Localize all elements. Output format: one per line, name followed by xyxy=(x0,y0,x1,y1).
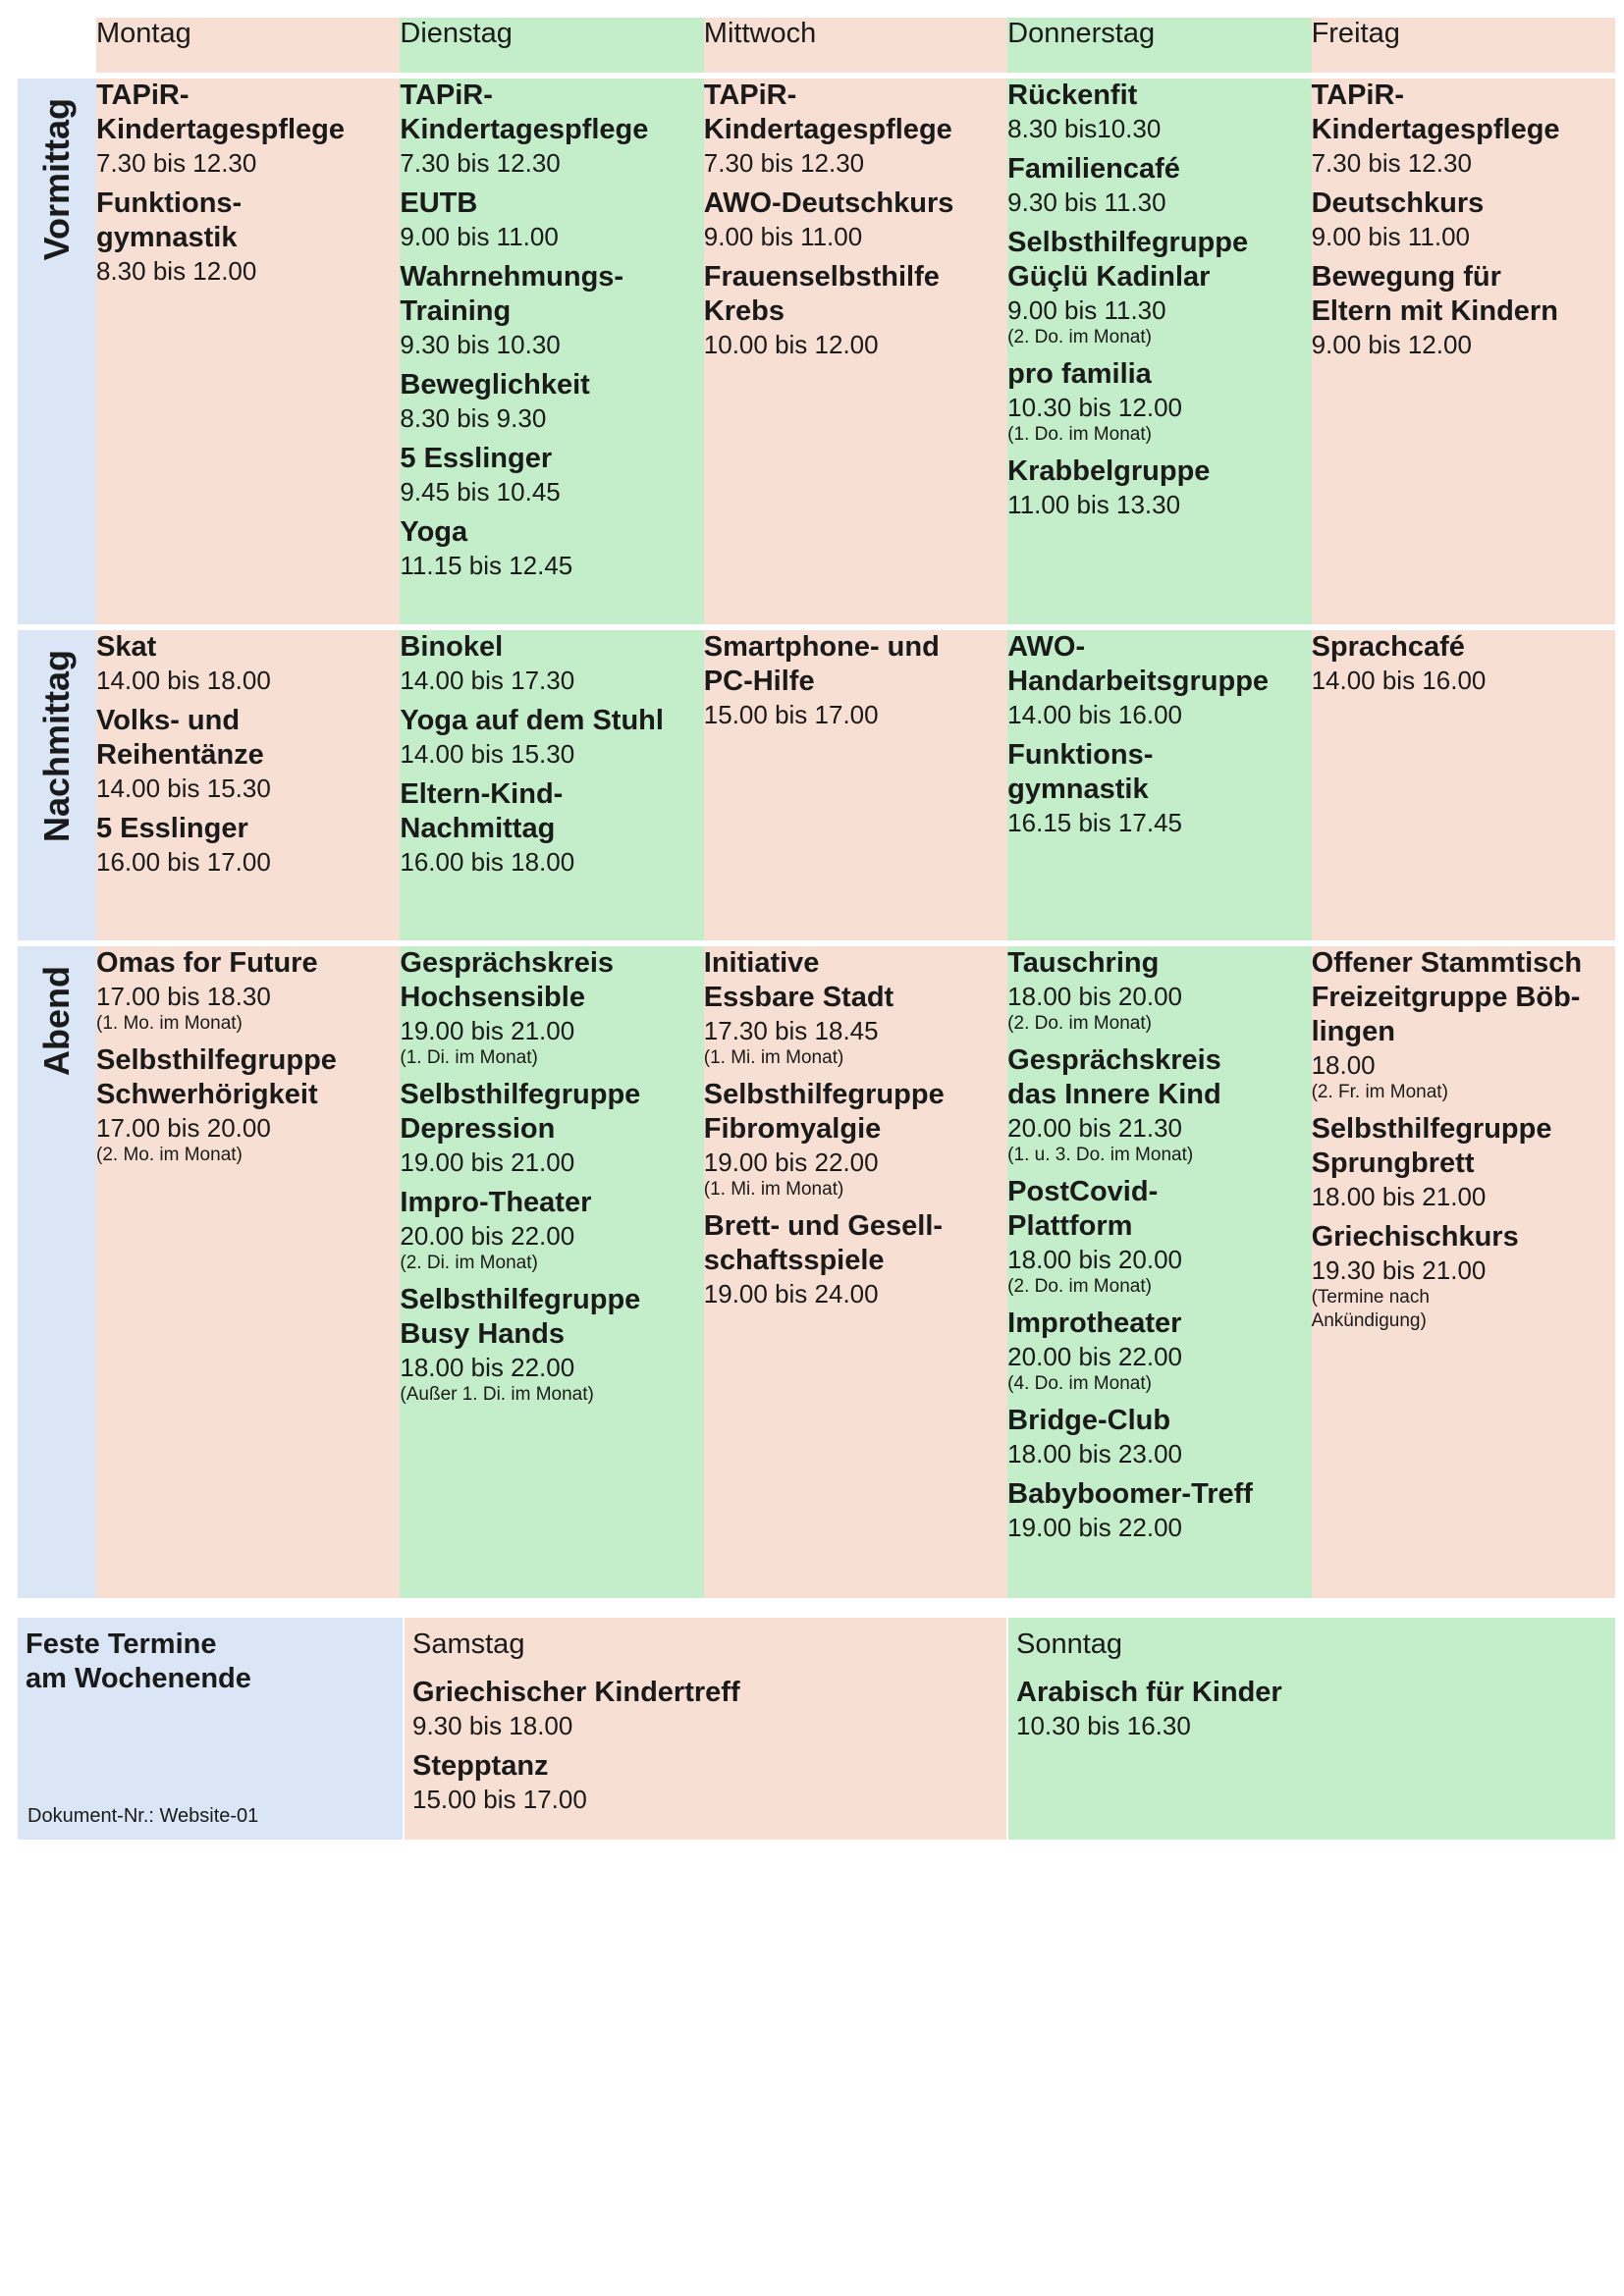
sunday-header: Sonntag xyxy=(1016,1629,1123,1660)
event-title: 5 Esslinger xyxy=(96,813,248,844)
event-title: Binokel xyxy=(400,631,504,663)
event-time: 19.00 bis 21.00 xyxy=(400,1016,575,1045)
event-entry xyxy=(1007,630,1311,730)
weekend-section xyxy=(18,1618,1615,1840)
period-label-vormittag: Vormittag xyxy=(18,79,96,624)
day-header-montag: Montag xyxy=(96,18,400,73)
event-entry xyxy=(1007,152,1311,218)
event-entry xyxy=(400,79,703,179)
event-title: Beweglichkeit xyxy=(400,369,590,400)
event-entry xyxy=(96,1043,400,1167)
event-entry xyxy=(400,187,703,252)
event-time: 18.00 xyxy=(1311,1050,1376,1080)
event-time: 9.00 bis 11.00 xyxy=(400,222,559,251)
event-title: Wahrnehmungs- Training xyxy=(400,261,624,327)
event-entry xyxy=(704,79,1007,179)
event-entry xyxy=(1007,1477,1311,1543)
event-time: 9.00 bis 11.00 xyxy=(703,222,863,251)
cell-nachmittag-donnerstag xyxy=(1007,630,1311,940)
event-time: 14.00 bis 17.30 xyxy=(400,666,575,695)
event-title: Stepptanz xyxy=(412,1750,549,1782)
event-time: 18.00 bis 23.00 xyxy=(1007,1439,1182,1468)
day-header-donnerstag: Donnerstag xyxy=(1007,18,1311,73)
event-title: Gesprächskreis Hochsensible xyxy=(400,947,615,1013)
event-entry xyxy=(96,704,400,804)
event-title: Initiative Essbare Stadt xyxy=(703,947,894,1013)
weekend-saturday xyxy=(403,1618,1006,1840)
event-entry xyxy=(704,1209,1007,1309)
event-time: 19.30 bis 21.00 xyxy=(1311,1255,1487,1285)
event-entry xyxy=(1007,946,1311,1036)
event-title: Funktions- gymnastik xyxy=(96,187,243,253)
event-entry xyxy=(1007,1404,1311,1469)
event-title: AWO-Deutschkurs xyxy=(703,187,954,219)
event-time: 14.00 bis 18.00 xyxy=(96,666,271,695)
event-time: 15.00 bis 17.00 xyxy=(412,1785,587,1814)
event-time: 7.30 bis 12.30 xyxy=(96,148,257,178)
event-entry xyxy=(400,704,703,770)
event-title: 5 Esslinger xyxy=(400,443,553,474)
event-title: TAPiR- Kindertagespflege xyxy=(703,80,952,145)
event-title: Sprachcafé xyxy=(1311,631,1465,663)
header-corner xyxy=(18,18,96,73)
event-title: Bridge-Club xyxy=(1007,1405,1171,1436)
event-title: TAPiR- Kindertagespflege xyxy=(96,80,345,145)
event-time: 18.00 bis 22.00 xyxy=(400,1353,575,1382)
event-entry xyxy=(1312,260,1615,360)
event-time: 18.00 bis 20.00 xyxy=(1007,982,1182,1011)
event-entry xyxy=(96,187,400,287)
event-time: 17.30 bis 18.45 xyxy=(703,1016,879,1045)
event-time: 8.30 bis 12.00 xyxy=(96,256,257,286)
event-time: 18.00 bis 20.00 xyxy=(1007,1245,1182,1274)
event-time: 18.00 bis 21.00 xyxy=(1311,1182,1487,1211)
day-header-dienstag: Dienstag xyxy=(400,18,703,73)
event-entry xyxy=(400,1186,703,1275)
day-header-mittwoch: Mittwoch xyxy=(704,18,1007,73)
event-title: Funktions- gymnastik xyxy=(1007,739,1154,805)
event-title: Griechischkurs xyxy=(1311,1221,1519,1253)
event-entry xyxy=(1312,630,1615,696)
event-title: Improtheater xyxy=(1007,1308,1182,1339)
event-entry xyxy=(1312,1220,1615,1333)
event-title: TAPiR- Kindertagespflege xyxy=(400,80,649,145)
event-title: Selbsthilfegruppe Depression xyxy=(400,1079,641,1145)
event-title: Selbsthilfegruppe Sprungbrett xyxy=(1311,1113,1552,1179)
event-time: 17.00 bis 20.00 xyxy=(96,1113,271,1143)
event-time: 16.15 bis 17.45 xyxy=(1007,808,1182,837)
event-time: 9.00 bis 12.00 xyxy=(1311,330,1472,359)
event-title: Tauschring xyxy=(1007,947,1160,979)
event-time: 11.00 bis 13.30 xyxy=(1007,490,1181,519)
event-note: (Außer 1. Di. im Monat) xyxy=(400,1384,594,1405)
period-label-abend: Abend xyxy=(18,946,96,1598)
cell-nachmittag-dienstag xyxy=(400,630,703,940)
event-title: Brett- und Gesell- schaftsspiele xyxy=(703,1210,944,1276)
cell-vormittag-mittwoch xyxy=(704,79,1007,624)
event-time: 10.00 bis 12.00 xyxy=(703,330,879,359)
weekly-schedule xyxy=(18,18,1615,1843)
cell-abend-montag xyxy=(96,946,400,1598)
event-entry xyxy=(400,515,703,581)
event-time: 19.00 bis 22.00 xyxy=(703,1148,879,1177)
event-entry xyxy=(1007,1175,1311,1299)
event-title: Gesprächskreis das Innere Kind xyxy=(1007,1044,1221,1110)
event-entry xyxy=(400,260,703,360)
event-time: 15.00 bis 17.00 xyxy=(703,700,879,729)
cell-nachmittag-mittwoch xyxy=(704,630,1007,940)
event-note: (1. Do. im Monat) xyxy=(1007,424,1152,445)
event-time: 16.00 bis 17.00 xyxy=(96,847,271,877)
day-header-freitag: Freitag xyxy=(1312,18,1615,73)
event-title: Selbsthilfegruppe Güçlü Kadinlar xyxy=(1007,227,1249,293)
event-note: (Termine nach Ankündigung) xyxy=(1311,1287,1430,1331)
event-title: Griechischer Kindertreff xyxy=(412,1677,740,1708)
event-note: (2. Di. im Monat) xyxy=(400,1253,538,1273)
event-entry xyxy=(704,260,1007,360)
event-entry xyxy=(1007,738,1311,838)
event-entry xyxy=(400,442,703,507)
event-entry xyxy=(1007,454,1311,520)
event-entry xyxy=(1312,79,1615,179)
event-note: (1. u. 3. Do. im Monat) xyxy=(1007,1145,1194,1165)
event-entry xyxy=(1312,946,1615,1104)
event-note: (4. Do. im Monat) xyxy=(1007,1373,1152,1394)
event-note: (2. Do. im Monat) xyxy=(1007,327,1152,347)
event-note: (1. Mi. im Monat) xyxy=(703,1179,844,1200)
event-title: Selbsthilfegruppe Fibromyalgie xyxy=(703,1079,945,1145)
event-time: 7.30 bis 12.30 xyxy=(703,148,865,178)
cell-abend-dienstag xyxy=(400,946,703,1598)
event-time: 14.00 bis 16.00 xyxy=(1311,666,1487,695)
event-entry xyxy=(1007,1043,1311,1167)
cell-vormittag-dienstag xyxy=(400,79,703,624)
event-time: 9.30 bis 11.30 xyxy=(1007,187,1166,217)
weekend-sunday xyxy=(1006,1618,1615,1840)
event-entry xyxy=(96,946,400,1036)
event-title: Eltern-Kind- Nachmittag xyxy=(400,778,564,844)
event-time: 19.00 bis 21.00 xyxy=(400,1148,575,1177)
event-title: Frauenselbsthilfe Krebs xyxy=(703,261,940,327)
event-time: 17.00 bis 18.30 xyxy=(96,982,271,1011)
cell-nachmittag-freitag xyxy=(1312,630,1615,940)
cell-abend-mittwoch xyxy=(704,946,1007,1598)
event-time: 16.00 bis 18.00 xyxy=(400,847,575,877)
event-entry xyxy=(1312,1112,1615,1212)
cell-abend-donnerstag xyxy=(1007,946,1311,1598)
event-title: Selbsthilfegruppe Busy Hands xyxy=(400,1284,641,1350)
schedule-table xyxy=(18,18,1615,1598)
event-time: 14.00 bis 15.30 xyxy=(96,774,271,803)
event-entry xyxy=(1007,79,1311,144)
event-note: (2. Fr. im Monat) xyxy=(1311,1082,1448,1102)
event-entry xyxy=(1016,1676,1607,1741)
event-entry xyxy=(400,368,703,434)
event-entry xyxy=(1007,226,1311,349)
row-abend xyxy=(18,946,1615,1598)
event-entry xyxy=(96,812,400,878)
event-title: pro familia xyxy=(1007,358,1152,390)
event-note: (2. Mo. im Monat) xyxy=(96,1145,243,1165)
event-entry xyxy=(96,79,400,179)
event-entry xyxy=(704,187,1007,252)
event-title: Omas for Future xyxy=(96,947,318,979)
event-entry xyxy=(400,1283,703,1407)
cell-vormittag-donnerstag xyxy=(1007,79,1311,624)
event-title: Offener Stammtisch Freizeitgruppe Böb- lingen xyxy=(1311,947,1583,1047)
event-time: 9.30 bis 18.00 xyxy=(412,1711,573,1740)
event-title: Arabisch für Kinder xyxy=(1016,1677,1282,1708)
event-time: 8.30 bis10.30 xyxy=(1007,114,1162,143)
event-time: 10.30 bis 16.30 xyxy=(1016,1711,1191,1740)
event-entry xyxy=(400,1078,703,1178)
event-entry xyxy=(704,946,1007,1070)
event-time: 9.45 bis 10.45 xyxy=(400,477,561,507)
day-header-row xyxy=(18,18,1615,73)
event-entry xyxy=(1007,1307,1311,1396)
weekend-label-box xyxy=(18,1618,403,1840)
event-title: PostCovid- Plattform xyxy=(1007,1176,1159,1242)
event-time: 9.00 bis 11.30 xyxy=(1007,295,1166,325)
event-entry xyxy=(96,630,400,696)
row-vormittag xyxy=(18,79,1615,624)
event-time: 20.00 bis 22.00 xyxy=(1007,1342,1182,1371)
event-title: Impro-Theater xyxy=(400,1187,592,1218)
event-time: 19.00 bis 22.00 xyxy=(1007,1513,1182,1542)
event-entry xyxy=(412,1676,999,1741)
event-entry xyxy=(400,946,703,1070)
event-entry xyxy=(704,630,1007,730)
event-title: Yoga auf dem Stuhl xyxy=(400,705,664,736)
event-entry xyxy=(400,777,703,878)
event-title: Babyboomer-Treff xyxy=(1007,1478,1253,1510)
event-time: 9.00 bis 11.00 xyxy=(1311,222,1470,251)
event-time: 14.00 bis 16.00 xyxy=(1007,700,1182,729)
period-label-nachmittag: Nachmittag xyxy=(18,630,96,940)
weekend-title: Feste Termine am Wochenende xyxy=(26,1629,251,1694)
saturday-events xyxy=(412,1676,999,1815)
event-note: (2. Do. im Monat) xyxy=(1007,1013,1152,1034)
cell-nachmittag-montag xyxy=(96,630,400,940)
event-time: 10.30 bis 12.00 xyxy=(1007,393,1182,422)
event-time: 7.30 bis 12.30 xyxy=(400,148,561,178)
event-title: Volks- und Reihentänze xyxy=(96,705,264,771)
event-title: AWO- Handarbeitsgruppe xyxy=(1007,631,1270,697)
event-time: 9.30 bis 10.30 xyxy=(400,330,561,359)
cell-vormittag-freitag xyxy=(1312,79,1615,624)
event-title: TAPiR- Kindertagespflege xyxy=(1311,80,1560,145)
event-time: 19.00 bis 24.00 xyxy=(703,1279,879,1308)
event-note: (1. Mi. im Monat) xyxy=(703,1047,844,1068)
event-time: 7.30 bis 12.30 xyxy=(1311,148,1472,178)
saturday-header: Samstag xyxy=(412,1629,525,1660)
event-time: 20.00 bis 22.00 xyxy=(400,1221,575,1251)
event-entry xyxy=(412,1749,999,1815)
event-title: Smartphone- und PC-Hilfe xyxy=(703,631,940,697)
event-title: Selbsthilfegruppe Schwerhörigkeit xyxy=(96,1044,337,1110)
event-entry xyxy=(704,1078,1007,1201)
event-entry xyxy=(1312,187,1615,252)
event-title: EUTB xyxy=(400,187,478,219)
sunday-events xyxy=(1016,1676,1607,1741)
event-entry xyxy=(1007,357,1311,447)
event-title: Bewegung für Eltern mit Kindern xyxy=(1311,261,1558,327)
event-title: Krabbelgruppe xyxy=(1007,455,1211,487)
event-note: (1. Di. im Monat) xyxy=(400,1047,538,1068)
row-nachmittag xyxy=(18,630,1615,940)
event-time: 8.30 bis 9.30 xyxy=(400,403,547,433)
event-title: Yoga xyxy=(400,516,468,548)
event-note: (1. Mo. im Monat) xyxy=(96,1013,243,1034)
event-title: Familiencafé xyxy=(1007,153,1180,185)
event-title: Rückenfit xyxy=(1007,80,1138,111)
event-note: (2. Do. im Monat) xyxy=(1007,1276,1152,1297)
event-time: 11.15 bis 12.45 xyxy=(400,551,573,580)
document-number: Dokument-Nr.: Website-01 xyxy=(27,1805,259,1827)
event-time: 14.00 bis 15.30 xyxy=(400,739,575,769)
cell-vormittag-montag xyxy=(96,79,400,624)
event-title: Deutschkurs xyxy=(1311,187,1485,219)
event-time: 20.00 bis 21.30 xyxy=(1007,1113,1182,1143)
cell-abend-freitag xyxy=(1312,946,1615,1598)
event-title: Skat xyxy=(96,631,157,663)
event-entry xyxy=(400,630,703,696)
